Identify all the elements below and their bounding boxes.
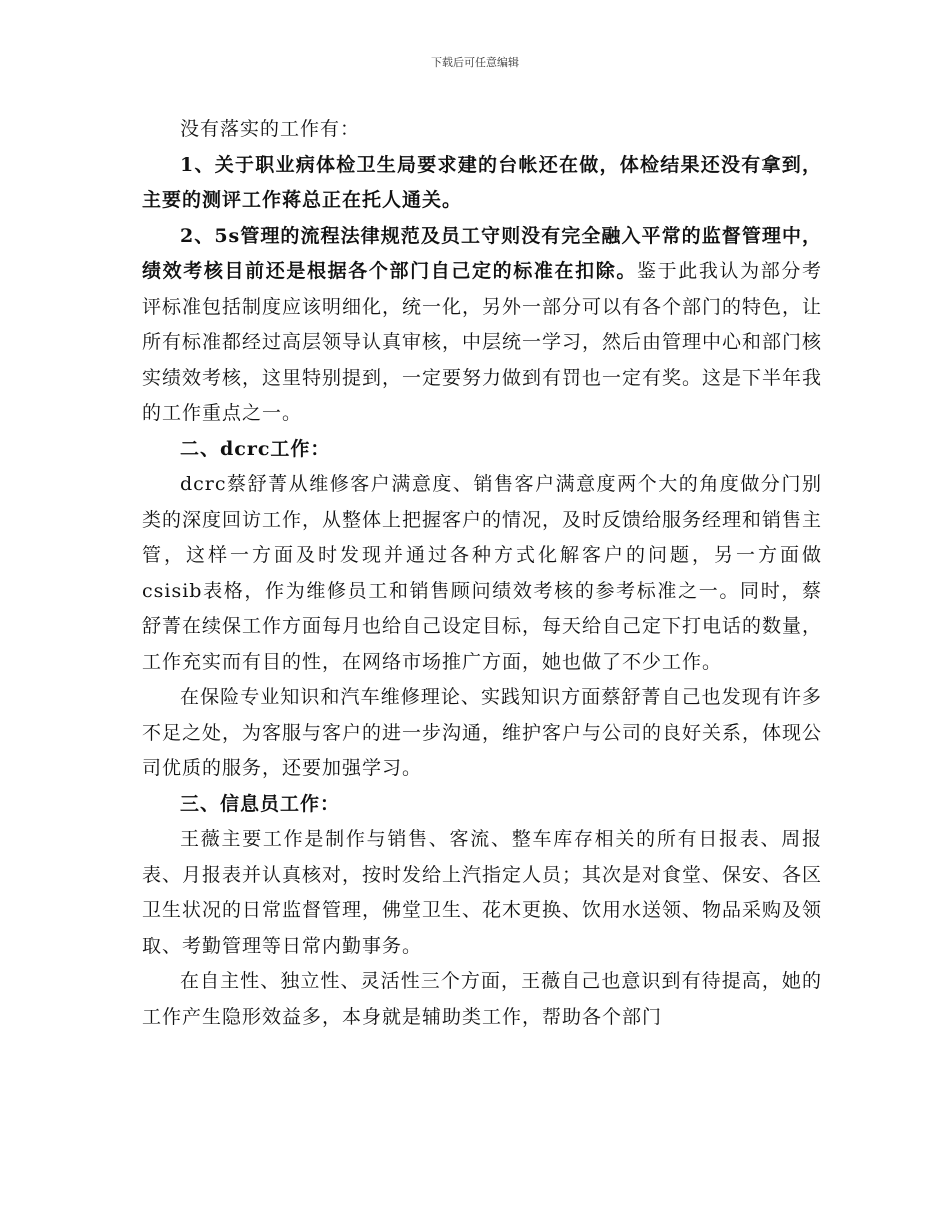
paragraph-item-1: 1、关于职业病体检卫生局要求建的台帐还在做，体检结果还没有拿到，主要的测评工作蒋总正在托人通关。 <box>142 153 822 211</box>
section-heading-dcrc: 二、dcrc工作： <box>180 437 331 460</box>
paragraph-item-2-bold: 2、5s管理的流程法律规范及员工守则没有完全融入平常的监督管理中，绩效考核目前还是根据各个部门自己定的标准在扣除。 <box>142 224 822 282</box>
paragraph-dcrc-2: 在保险专业知识和汽车维修理论、实践知识方面蔡舒菁自己也发现有许多不足之处，为客服与客户的进一步沟通，维护客户与公司的良好关系，体现公司优质的服务，还要加强学习。 <box>142 686 823 779</box>
paragraph-item-2-normal: 鉴于此我认为部分考评标准包括制度应该明细化，统一化，另外一部分可以有各个部门的特色，让所有标准都经过高层领导认真审核，中层统一学习，然后由管理中心和部门核实绩效考核，这里特别提到，一定要努力做到有罚也一定有奖。这是下半年我的工作重点之一。 <box>142 260 823 424</box>
page-header: 下载后可任意编辑 <box>431 56 519 69</box>
section-heading-info: 三、信息员工作： <box>180 792 341 815</box>
paragraph-info-2: 在自主性、独立性、灵活性三个方面，王薇自己也意识到有待提高，她的工作产生隐形效益多，本身就是辅助类工作，帮助各个部门 <box>142 970 822 1028</box>
paragraph-info-1: 王薇主要工作是制作与销售、客流、整车库存相关的所有日报表、周报表、月报表并认真核对，按时发给上汽指定人员；其次是对食堂、保安、各区卫生状况的日常监督管理，佛堂卫生、花木更换、饮用水送领、物品采购及领取、考勤管理等日常内勤事务。 <box>142 828 823 957</box>
paragraph-item-2 <box>142 219 822 432</box>
paragraph-intro: 没有落实的工作有： <box>180 118 361 140</box>
document-body <box>142 112 822 1035</box>
paragraph-dcrc-1: dcrc蔡舒菁从维修客户满意度、销售客户满意度两个大的角度做分门别类的深度回访工作，从整体上把握客户的情况，及时反馈给服务经理和销售主管，这样一方面及时发现并通过各种方式化解客户的问题，另一方面做csisib表格，作为维修员工和销售顾问绩效考核的参考标准之一。同时，蔡舒菁在续保工作方面每月也给自己设定目标，每天给自己定下打电话的数量，工作充实而有目的性，在网络市场推广方面，她也做了不少工作。 <box>142 473 823 673</box>
